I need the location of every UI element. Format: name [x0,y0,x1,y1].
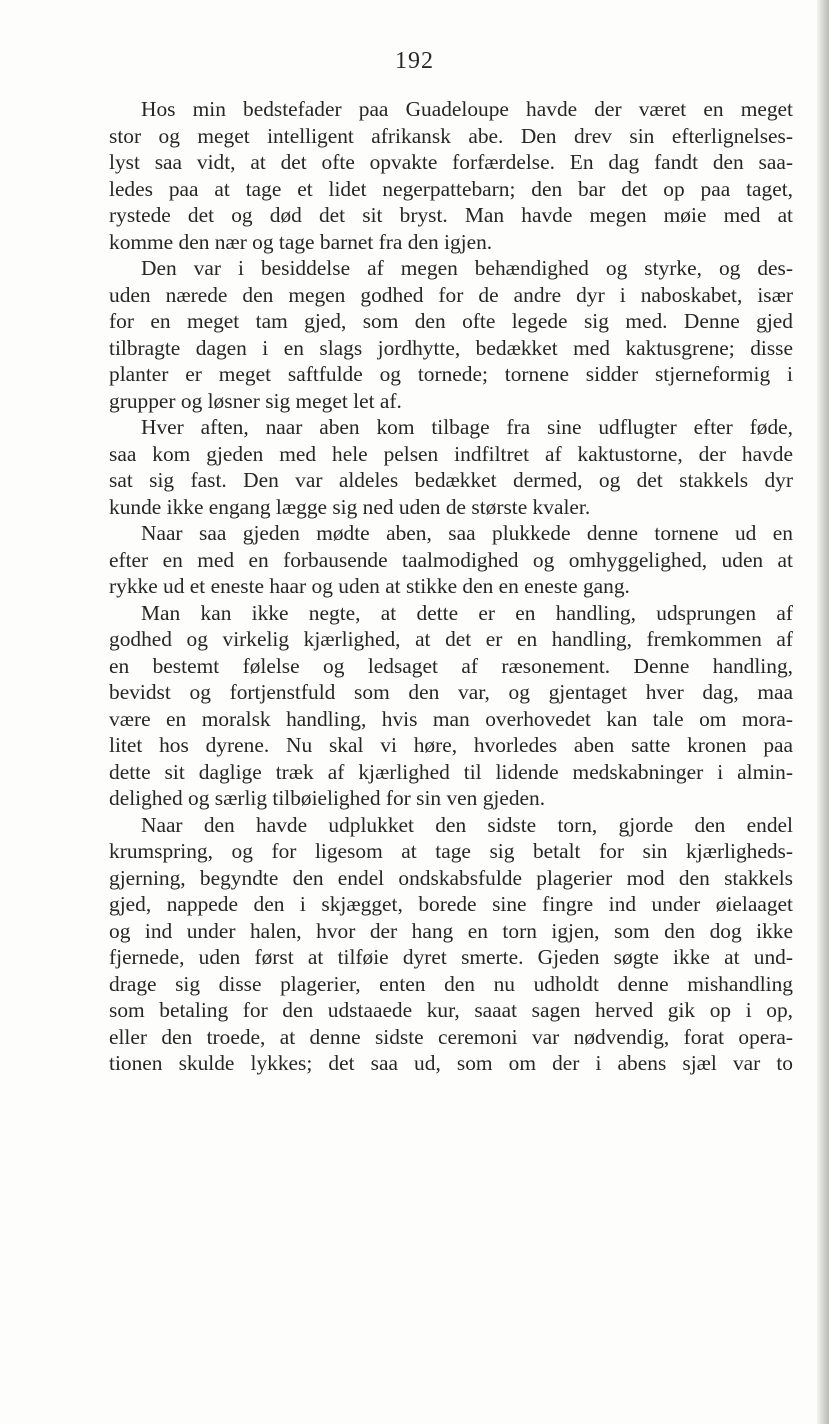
text-line: dette sit daglige træk af kjærlighed til lidende medskabninger i almin- [109,759,793,784]
text-line: gjed, nappede den i skjægget, borede sine fingre ind under øielaaget [109,892,793,916]
text-line: uden nærede den megen godhed for de andre dyr i naboskabet, især [109,282,793,307]
text-line: kunde ikke engang lægge sig ned uden de største kvaler. [109,494,591,519]
text-line: bevidst og fortjenstfuld som den var, og gjentaget hver dag, maa [109,680,793,704]
text-line: Naar den havde udplukket den sidste torn, gjorde den endel [141,812,793,837]
text-line: krumspring, og for ligesom at tage sig betalt for sin kjærligheds- [109,839,793,863]
text-line: Den var i besiddelse af megen behændighed og styrke, og des- [141,256,793,280]
text-line: fjernede, uden først at tilføie dyret smerte. Gjeden søgte ikke at und- [109,945,793,969]
text-line: sat sig fast. Den var aldeles bedækket dermed, og det stakkels dyr [109,468,793,492]
text-line: en bestemt følelse og ledsaget af ræsonement. Denne handling, [109,653,793,678]
text-line: eller den troede, at denne sidste ceremoni var nødvendig, forat opera- [109,1024,793,1049]
text-line: delighed og særlig tilbøielighed for sin ven gjeden. [109,786,546,810]
text-line: som betaling for den udstaaede kur, saaat sagen herved gik op i op, [109,998,793,1022]
text-line: Hver aften, naar aben kom tilbage fra sine udflugter efter føde, [141,415,793,439]
text-line: litet hos dyrene. Nu skal vi høre, hvorledes aben satte kronen paa [109,733,793,757]
text-line: tionen skulde lykkes; det saa ud, som om der i abens sjæl var to [109,1051,793,1075]
text-line: rykke ud et eneste haar og uden at stikke den en eneste gang. [109,574,630,598]
text-line: drage sig disse plagerier, enten den nu udholdt denne mishandling [109,971,793,996]
text-line: saa kom gjeden med hele pelsen indfiltret af kaktustorne, der havde [109,441,793,466]
text-line: ledes paa at tage et lidet negerpattebarn; den bar det op paa taget, [109,176,793,201]
text-line: planter er meget saftfulde og tornede; tornene sidder stjerneformig i [109,362,793,386]
page-spine-shadow [817,0,829,1424]
text-line: Hos min bedstefader paa Guadeloupe havde der været en meget [141,97,793,121]
text-line: gjerning, begyndte den endel ondskabsfulde plagerier mod den stakkels [109,865,793,890]
text-line: godhed og virkelig kjærlighed, at det er en handling, fremkommen af [109,627,793,651]
text-line: komme den nær og tage barnet fra den igjen. [109,229,493,254]
text-line: rystede det og død det sit bryst. Man havde megen møie med at [109,203,793,227]
text-line: grupper og løsner sig meget let af. [109,388,402,413]
text-line: lyst saa vidt, at det ofte opvakte forfærdelse. En dag fandt den saa- [109,150,793,174]
text-line: Man kan ikke negte, at dette er en handling, udsprungen af [141,600,793,625]
text-line: for en meget tam gjed, som den ofte legede sig med. Denne gjed [109,309,793,333]
text-line: være en moralsk handling, hvis man overhovedet kan tale om mora- [109,706,793,731]
text-line: tilbragte dagen i en slags jordhytte, bedækket med kaktusgrene; disse [109,335,793,360]
text-line: efter en med en forbausende taalmodighed og omhyggelighed, uden at [109,547,793,572]
body-text [109,96,793,1077]
page-number: 192 [395,48,434,74]
text-line: og ind under halen, hvor der hang en torn igjen, som den dog ikke [109,918,793,943]
text-line: Naar saa gjeden mødte aben, saa plukkede denne tornene ud en [141,521,793,545]
text-line: stor og meget intelligent afrikansk abe. Den drev sin efterlignelses- [109,123,793,148]
